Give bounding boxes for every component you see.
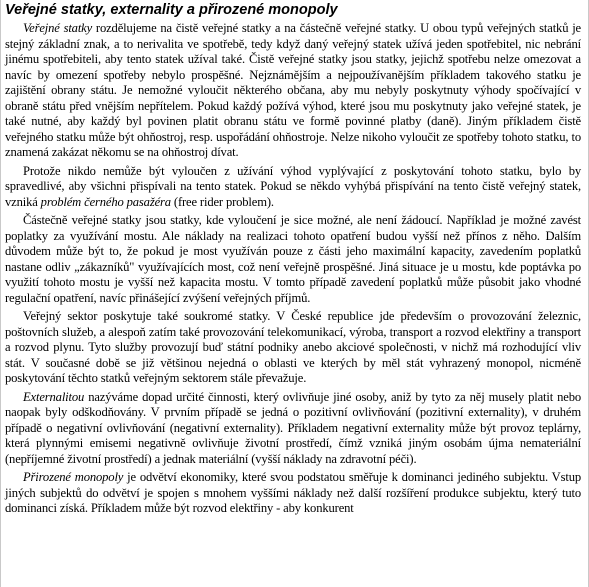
term-externality: Externalitou [23, 389, 85, 404]
paragraph-natural-monopolies [5, 470, 581, 517]
paragraph-private-goods: Veřejný sektor poskytuje také soukromé statky. V České republice jde především o provozování železnic, poštovních služeb, a alespoň zatím také provozování telekomunikací, výroba, transport a rozvod elektřiny a transport a rozvod plynu. Tyto služby provozují buď státní podniky anebo akciové společnosti, v nichž má rozhodující vliv stát. V současné době se již většinou nejedná o oblasti ve kterých by měl stát vyhrazený monopol, nicméně poskytování těchto statků veřejným sektorem stále převažuje. [5, 309, 581, 385]
paragraph-externalities [5, 390, 581, 468]
term-public-goods: Veřejné statky [23, 21, 93, 35]
paragraph-text: rozdělujeme na čistě veřejné statky a na částečně veřejné statky. U obou typů veřejných statků je stejný základní znak, a to nerivalita ve spotřebě, tedy když daný veřejný statek užívá jeden spotřebitel, nic nebrání jinému spotřebiteli, aby tento statek užíval také. Čistě veřejné statky jsou statky, jejichž spotřebu nelze omezovat a navíc by omezení spotřeby nebylo prospěšné. Nejznámějším a nejpoužívanějším příkladem takového statku je zajištění obrany státu. Je nemožné vyloučit některého občana, aby mu nebyly poskytnuty výhody spočívající v obraně státu před vnějším nepřítelem. Pokud každý požívá výhod, které jsou mu poskytnuty jako veřejné statek, je také nutné, aby každý byl povinen platit obranu státu ve formě povinné platby (daně). Jiným příkladem čistě veřejného statku může být ohňostroj, resp. uspořádání ohňostroje. Nelze nikoho vyloučit ze spotřeby tohoto statku, to znamená zakázat někomu se na ohňostroj dívat. [5, 21, 581, 159]
section-heading: Veřejné statky, externality a přirozené monopoly [5, 2, 338, 18]
term-free-rider: problém černého pasažéra [40, 194, 171, 209]
paragraph-public-goods [5, 21, 581, 161]
paragraph-text: nazýváme dopad určité činnosti, který ovlivňuje jiné osoby, aniž by tyto za něj musely platit nebo naopak byly odškodňovány. V prvním případě se jedná o pozitivní ovlivňování (pozitivní externality), v druhém případě o negativní ovlivňování (negativní externality). Příkladem negativní externality může být provoz teplárny, která plynnými emisemi negativně ovlivňuje životní prostředí, čímž vzniká jiným osobám újma nemateriální (nepříjemné životní prostředí) a jednak materiální (vyšší náklady na zdravotní péči). [5, 389, 581, 466]
page-left-border [0, 0, 1, 587]
paragraph-text: je odvětví ekonomiky, které svou podstatou směřuje k dominanci jediného subjektu. Vstup jiných subjektů do odvětví je spojen s mnohem vyššími náklady než další rozšíření produkce subjektu, který tuto dominanci získá. Příkladem může být rozvod elektřiny - aby konkurent [5, 470, 581, 515]
paragraph-free-rider [5, 164, 581, 211]
paragraph-partial-public-goods: Částečně veřejné statky jsou statky, kde vyloučení je sice možné, ale není žádoucí. Například je možné zavést poplatky za využívání mostu. Ale náklady na realizaci tohoto opatření budou vyšší než přínos z něho. Dalším důvodem může být to, že pokud je most využíván pouze z části jeho maximální kapacity, zavedením poplatků nastane odliv „zákazníků" využívajících most, což není veřejně prospěšné. Jiná situace je u mostu, kde poptávka po využití tohoto mostu je vyšší než kapacita mostu. V tomto případě zavedení poplatků může působit jako vhodné regulační opatření, navíc přinášející zvýšení veřejných příjmů. [5, 213, 581, 305]
paragraph-text: Protože nikdo nemůže být vyloučen z užívání výhod vyplývající z poskytování tohoto statku, bylo by spravedlivé, aby všichni přispívali na tento statek. Pokud se někdo vyhýbá přispívání na tento čistě veřejný statek, vzniká [5, 163, 581, 209]
document-body [5, 2, 581, 520]
paragraph-text: (free rider problem). [170, 194, 274, 209]
term-natural-monopoly: Přirozené monopoly [23, 470, 124, 484]
